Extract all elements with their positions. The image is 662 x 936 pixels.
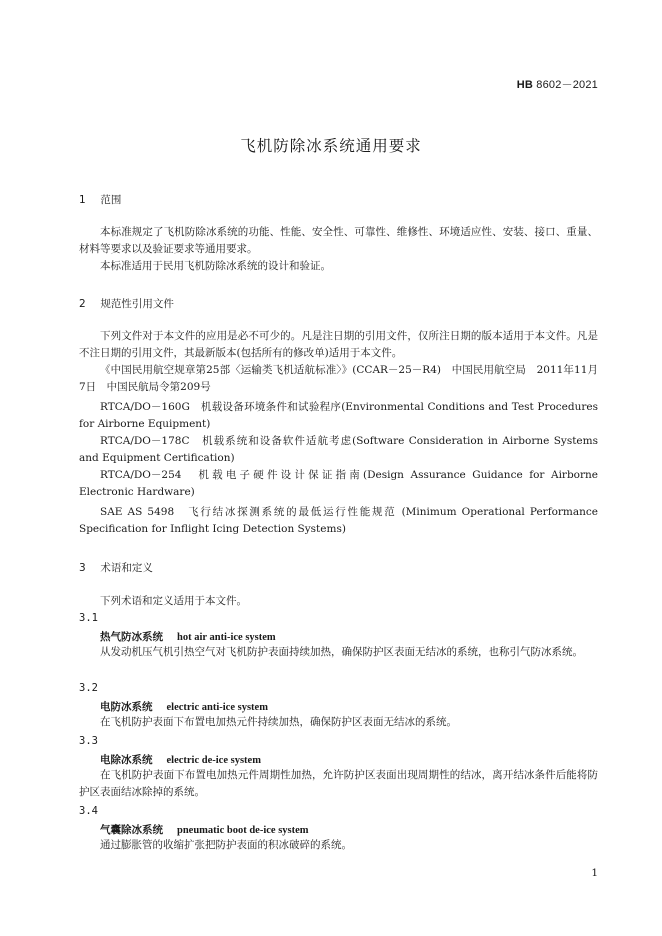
term-en: electric anti-ice system (166, 702, 268, 713)
term-en: pneumatic boot de-ice system (177, 825, 309, 836)
reference-do254: RTCA/DO－254 机载电子硬件设计保证指南(Design Assurance Guidance for Airborne Electronic Hardware) (79, 469, 598, 498)
section-title: 术语和定义 (100, 562, 153, 574)
term-number: 3.4 (79, 805, 98, 817)
term-cn: 气囊除冰系统 (100, 824, 163, 836)
section-title: 范围 (100, 194, 122, 206)
section-number: 3 (79, 562, 86, 574)
term-heading (100, 629, 276, 644)
term-definition: 在飞机防护表面下布置电加热元件周期性加热，允许防护区表面出现周期性的结冰，离开结冰条件后能将防护区表面结冰除掉的系统。 (79, 769, 598, 798)
term-en: hot air anti-ice system (177, 632, 276, 643)
standard-code (517, 76, 598, 92)
section-number: 1 (79, 194, 86, 206)
section-2-paragraph-1: 下列文件对于本文件的应用是必不可少的。凡是注日期的引用文件，仅所注日期的版本适用于本文件。凡是不注日期的引用文件，其最新版本(包括所有的修改单)适用于本文件。 (79, 330, 598, 359)
section-number: 2 (79, 298, 86, 310)
standard-code-number: 8602－2021 (536, 79, 598, 91)
term-number: 3.2 (79, 682, 98, 694)
term-definition: 通过膨胀管的收缩扩张把防护表面的积冰破碎的系统。 (100, 839, 352, 851)
term-definition: 从发动机压气机引热空气对飞机防护表面持续加热，确保防护区表面无结冰的系统，也称引气防冰系统。 (100, 646, 583, 658)
term-heading (100, 699, 268, 714)
section-1-paragraph-2: 本标准适用于民用飞机防除冰系统的设计和验证。 (100, 260, 331, 272)
standard-code-prefix: HB (516, 79, 533, 91)
term-number: 3.3 (79, 735, 98, 747)
reference-do160g: RTCA/DO－160G 机载设备环境条件和试验程序(Environmental Conditions and Test Procedures for Airborne Equipment) (79, 401, 598, 430)
term-number: 3.1 (79, 612, 98, 624)
reference-sae-as5498: SAE AS 5498 飞行结冰探测系统的最低运行性能规范 (Minimum Operational Performance Specification for Inflight Icing Detection Systems) (79, 506, 598, 535)
term-cn: 电防冰系统 (100, 701, 153, 713)
section-3-heading (79, 560, 153, 575)
term-heading (100, 822, 309, 837)
section-2-heading (79, 296, 174, 311)
section-1-heading (79, 192, 121, 207)
page-number: 1 (591, 867, 598, 879)
term-cn: 热气防冰系统 (100, 631, 163, 643)
reference-do178c: RTCA/DO－178C 机载系统和设备软件适航考虑(Software Consideration in Airborne Systems and Equipment Certification) (79, 435, 598, 464)
section-title: 规范性引用文件 (100, 298, 174, 310)
term-cn: 电除冰系统 (100, 754, 153, 766)
document-title: 飞机防除冰系统通用要求 (240, 137, 422, 155)
term-heading (100, 752, 261, 767)
reference-ccar: 《中国民用航空规章第25部〈运输类飞机适航标准〉》(CCAR－25－R4) 中国民用航空局 2011年11月7日 中国民航局令第209号 (79, 364, 598, 393)
term-en: electric de-ice system (166, 755, 261, 766)
section-1-paragraph-1: 本标准规定了飞机防除冰系统的功能、性能、安全性、可靠性、维修性、环境适应性、安装、接口、重量、材料等要求以及验证要求等通用要求。 (79, 226, 598, 255)
term-definition: 在飞机防护表面下布置电加热元件持续加热，确保防护区表面无结冰的系统。 (100, 716, 457, 728)
section-3-intro: 下列术语和定义适用于本文件。 (100, 595, 247, 607)
